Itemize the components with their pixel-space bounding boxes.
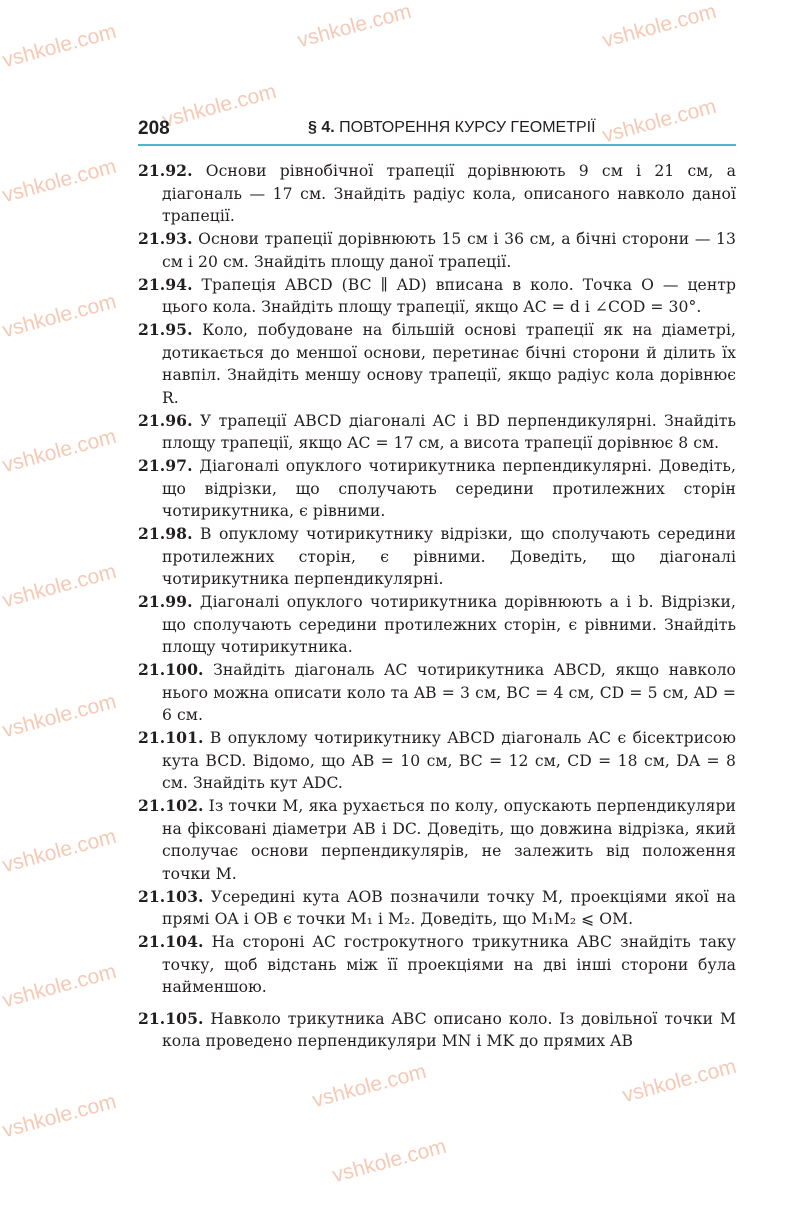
problem: [138, 886, 736, 931]
problem: [138, 523, 736, 591]
problem: [138, 228, 736, 273]
problem-text: Основи рівнобічної трапеції дорівнюють 9 см і 21 см, а діагональ — 17 см. Знайдіть радіус кола, описаного навколо даної трапеції.: [162, 162, 736, 225]
watermark: vshkole.com: [600, 94, 719, 148]
section-mark: § 4.: [308, 119, 335, 136]
problem-number: 21.103.: [138, 886, 204, 906]
problem: [138, 410, 736, 455]
problem: [138, 659, 736, 727]
watermark: vshkole.com: [310, 1059, 429, 1113]
problem-text: Діагоналі опуклого чотирикутника дорівнюють a і b. Відрізки, що сполучають середини протилежних сторін, є рівними. Знайдіть площу чотирикутника.: [162, 593, 736, 656]
problem-number: 21.93.: [138, 229, 193, 248]
problem: [138, 160, 736, 228]
watermark: vshkole.com: [0, 1089, 119, 1143]
problem-text: На стороні AC гострокутного трикутника ABC знайдіть таку точку, щоб відстань між її проекціями на дві інші сторони була найменшою.: [162, 933, 736, 996]
problem-number: 21.105.: [138, 1008, 204, 1028]
watermark: vshkole.com: [600, 0, 719, 53]
watermark: vshkole.com: [160, 79, 279, 133]
problem-text: Навколо трикутника ABC описано коло. Із довільної точки M кола проведено перпендикуляри MN і MK до прямих AB: [162, 1009, 736, 1050]
problem: [138, 795, 736, 885]
problem-number: 21.94.: [138, 274, 193, 294]
problem: [138, 931, 736, 999]
problem-text: В опуклому чотирикутнику відрізки, що сполучають середини протилежних сторін, є рівними. Доведіть, що діагоналі чотирикутника перпендикулярні.: [162, 525, 736, 588]
problem-number: 21.96.: [138, 410, 193, 430]
problem: [138, 274, 736, 319]
problem-number: 21.98.: [138, 524, 193, 543]
watermark: vshkole.com: [330, 1134, 449, 1188]
problem-text: Усередині кута AOB позначили точку M, проекціями якої на прямі OA і OB є точки M₁ і M₂. Доведіть, що M₁M₂ ⩽ OM.: [162, 887, 736, 928]
problem-text: В опуклому чотирикутнику ABCD діагональ AC є бісектрисою кута BCD. Відомо, що AB = 10 см, BC = 12 см, CD = 18 см, DA = 8 см. Знайдіть кут ADC.: [162, 729, 736, 792]
problem-text: Знайдіть діагональ AC чотирикутника ABCD, якщо навколо нього можна описати коло та AB = 3 см, BC = 4 см, CD = 5 см, AD = 6 см.: [162, 661, 736, 724]
problem-number: 21.100.: [138, 660, 204, 679]
watermark: vshkole.com: [0, 289, 119, 343]
watermark: vshkole.com: [295, 0, 414, 53]
page-number: 208: [138, 118, 170, 139]
problem: [138, 319, 736, 409]
problem-text: Із точки M, яка рухається по колу, опускають перпендикуляри на фіксовані діаметри AB і DC. Доведіть, що довжина відрізка, який сполучає основи перпендикулярів, не залежить від положення точки M.: [162, 797, 736, 883]
watermark: vshkole.com: [0, 959, 119, 1013]
problem: [138, 455, 736, 523]
problem: [138, 1008, 736, 1053]
problem-number: 21.97.: [138, 456, 193, 475]
watermark: vshkole.com: [0, 559, 119, 613]
watermark: vshkole.com: [0, 689, 119, 743]
problem-text: Трапеція ABCD (BC ∥ AD) вписана в коло. Точка O — центр цього кола. Знайдіть площу трапеції, якщо AC = d і ∠COD = 30°.: [162, 275, 736, 316]
problem-number: 21.92.: [138, 161, 193, 180]
problem-number: 21.104.: [138, 932, 204, 951]
problem-list: [138, 160, 736, 1053]
watermark: vshkole.com: [0, 824, 119, 878]
problem-text: Основи трапеції дорівнюють 15 см і 36 см, а бічні сторони — 13 см і 20 см. Знайдіть площу даної трапеції.: [162, 230, 736, 271]
problem: [138, 727, 736, 795]
problem-text: Діагоналі опуклого чотирикутника перпендикулярні. Доведіть, що відрізки, що сполучають середини протилежних сторін чотирикутника, є рівними.: [162, 457, 736, 520]
problem: [138, 591, 736, 659]
problem-number: 21.95.: [138, 320, 193, 339]
watermark: vshkole.com: [0, 424, 119, 478]
watermark: vshkole.com: [620, 1054, 739, 1108]
section-title: ПОВТОРЕННЯ КУРСУ ГЕОМЕТРІЇ: [339, 119, 596, 136]
problem-number: 21.102.: [138, 796, 204, 815]
problem-number: 21.101.: [138, 728, 204, 747]
problem-text: У трапеції ABCD діагоналі AC і BD перпендикулярні. Знайдіть площу трапеції, якщо AC = 17 см, а висота трапеції дорівнює 8 см.: [162, 411, 736, 452]
problem-text: Коло, побудоване на більшій основі трапеції як на діаметрі, дотикається до меншої основи, перетинає бічні сторони й ділить їх навпіл. Знайдіть меншу основу трапеції, якщо радіус кола дорівнює R.: [162, 321, 737, 407]
watermark: vshkole.com: [0, 19, 119, 73]
page-header: [138, 118, 736, 146]
watermark: vshkole.com: [0, 154, 119, 208]
running-head: [308, 119, 596, 137]
problem-number: 21.99.: [138, 592, 193, 611]
